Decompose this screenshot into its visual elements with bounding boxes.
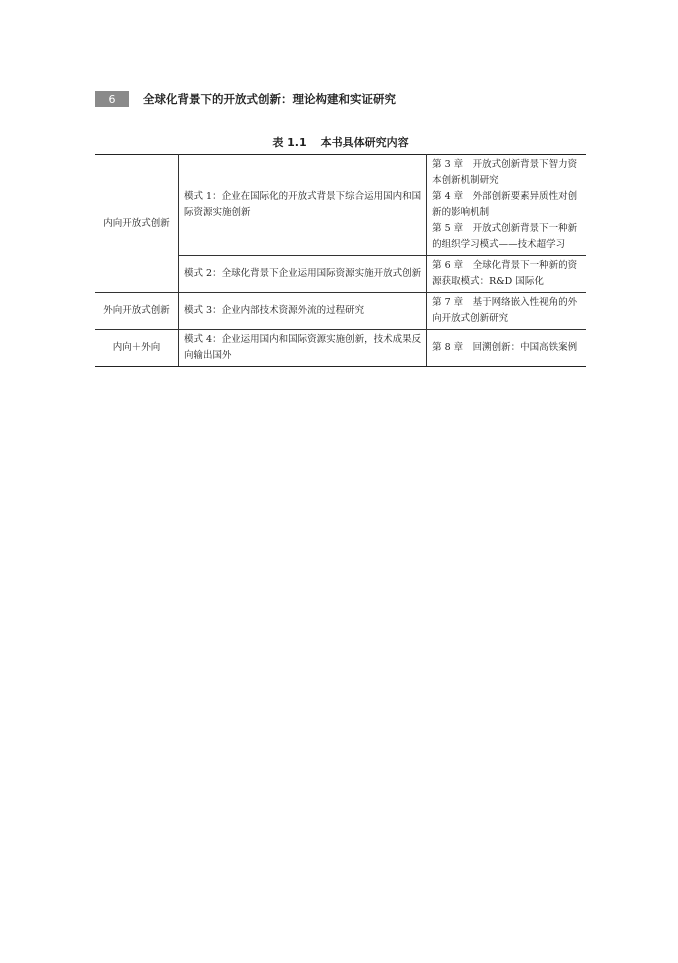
mode-cell: 模式 4：企业运用国内和国际资源实施创新，技术成果反向输出国外: [179, 330, 427, 367]
table-caption: [95, 134, 586, 150]
chapter-entry: 第 6 章 全球化背景下一种新的资源获取模式：R&D 国际化: [432, 260, 578, 287]
mode-cell: 模式 3：企业内部技术资源外流的过程研究: [179, 293, 427, 330]
chapter-entry: 第 5 章 开放式创新背景下一种新的组织学习模式——技术超学习: [432, 223, 578, 250]
category-cell: 内向＋外向: [95, 330, 179, 367]
research-content-table: [95, 154, 586, 367]
table-row: [95, 330, 586, 367]
chapters-cell: [427, 293, 586, 330]
table-caption-title: 本书具体研究内容: [320, 136, 409, 149]
page-header: [95, 90, 396, 108]
chapters-cell: [427, 330, 586, 367]
chapter-entry: 第 7 章 基于网络嵌入性视角的外向开放式创新研究: [432, 297, 578, 324]
chapters-cell: [427, 256, 586, 293]
category-cell: 内向开放式创新: [95, 155, 179, 293]
page-number: 6: [95, 91, 129, 107]
category-cell: 外向开放式创新: [95, 293, 179, 330]
mode-cell: 模式 2：全球化背景下企业运用国际资源实施开放式创新: [179, 256, 427, 293]
chapter-entry: 第 3 章 开放式创新背景下智力资本创新机制研究: [432, 159, 578, 186]
chapters-cell: [427, 155, 586, 256]
table-caption-number: 表 1.1: [272, 136, 307, 149]
running-title: 全球化背景下的开放式创新：理论构建和实证研究: [143, 92, 396, 106]
table-row: [95, 293, 586, 330]
mode-cell: 模式 1：企业在国际化的开放式背景下综合运用国内和国际资源实施创新: [179, 155, 427, 256]
chapter-entry: 第 4 章 外部创新要素异质性对创新的影响机制: [432, 191, 578, 218]
table-row: [95, 155, 586, 256]
chapter-entry: 第 8 章 回溯创新：中国高铁案例: [432, 342, 578, 353]
